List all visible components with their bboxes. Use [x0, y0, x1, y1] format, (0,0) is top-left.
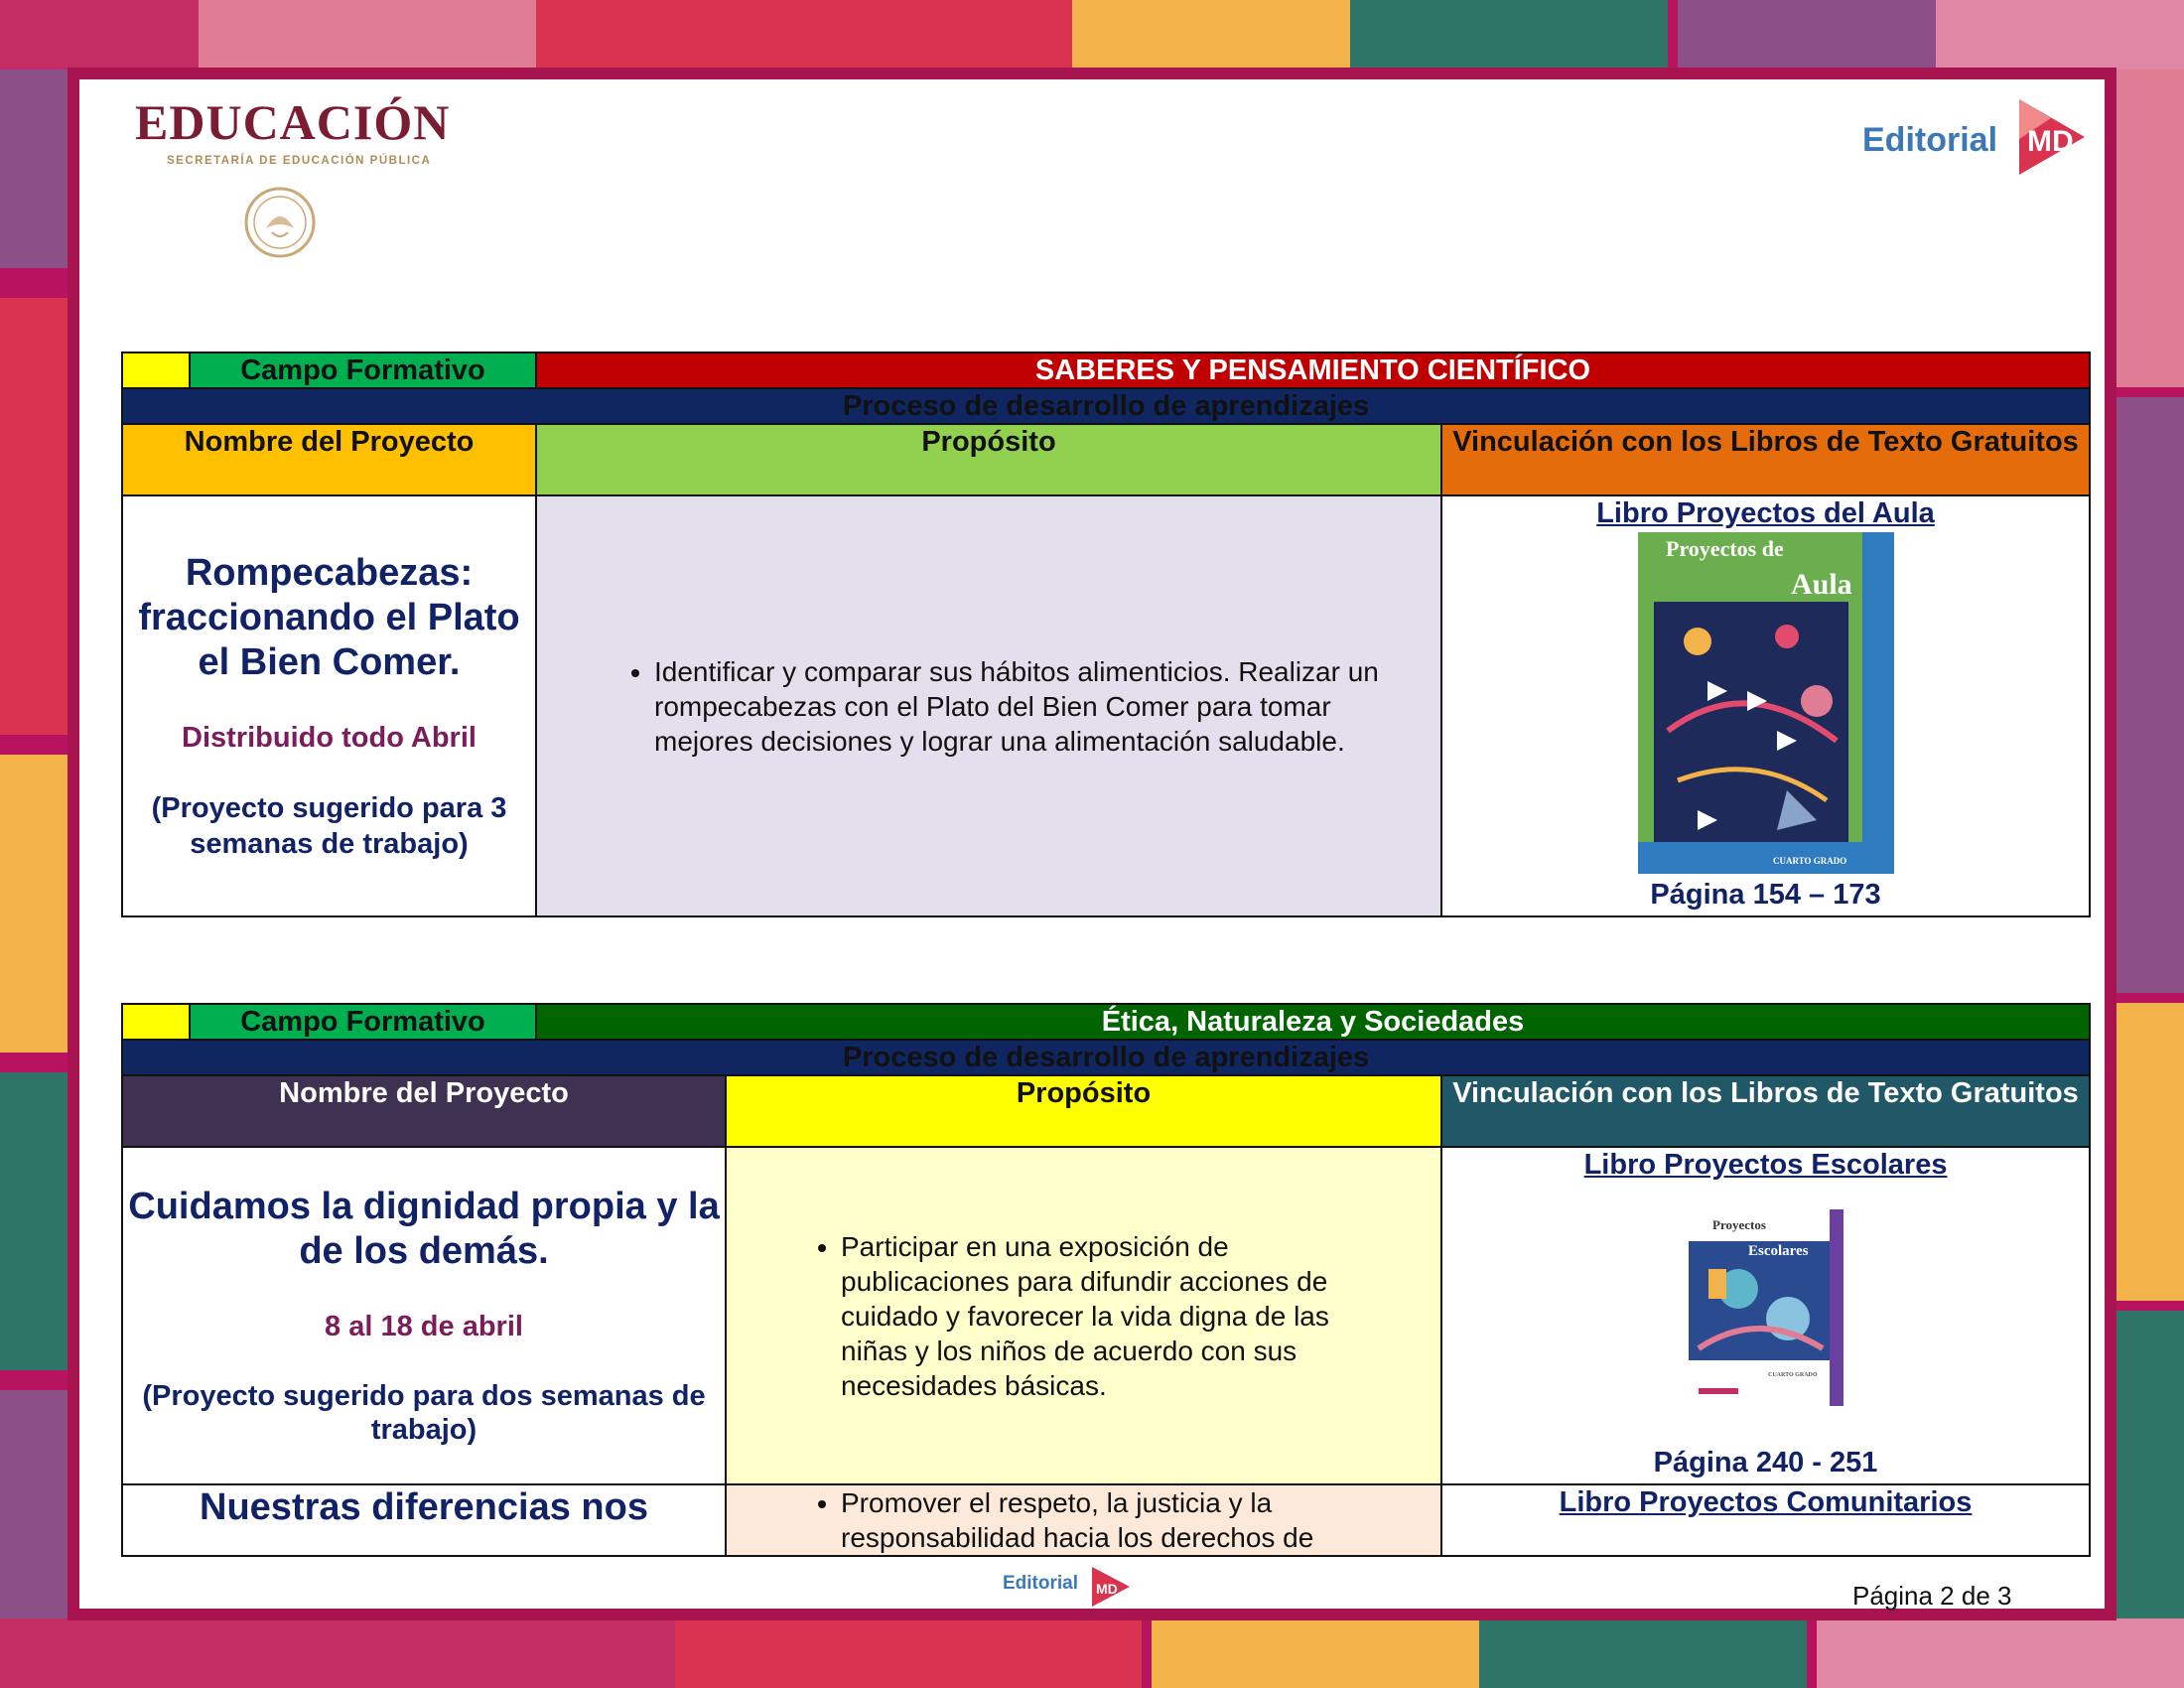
campo-label: Campo Formativo	[190, 352, 536, 388]
next-book-link[interactable]: Libro Proyectos Comunitarios	[1559, 1486, 1973, 1518]
bg-tile	[1936, 0, 2184, 70]
book-cover-aula-image	[1638, 532, 1894, 874]
book-cover-title-1: Proyectos	[1711, 1217, 1766, 1232]
col-proposito-header: Propósito	[726, 1075, 1441, 1147]
book-pages: Página 240 - 251	[1653, 1447, 1878, 1478]
national-seal-icon	[242, 185, 318, 260]
next-project-name: Nuestras diferencias nos	[200, 1486, 648, 1528]
svg-text:MD: MD	[2027, 125, 2074, 158]
bg-tile	[1072, 0, 1350, 70]
purpose-item: • Identificar y comparar sus hábitos alimenticios. Realizar un rompecabezas con el Plato del Bien Comer para tomar mejores decisiones y lograr una alimentación saludable.	[654, 654, 1421, 759]
sep-subtitle: SECRETARÍA DE EDUCACIÓN PÚBLICA	[167, 155, 432, 167]
col-vinculacion-header: Vinculación con los Libros de Texto Gratuitos	[1441, 424, 2090, 495]
bg-tile	[1817, 1618, 2184, 1688]
proceso-header: Proceso de desarrollo de aprendizajes	[122, 1040, 2090, 1075]
book-cell	[1441, 1147, 2090, 1484]
bg-tile	[1152, 1618, 1479, 1688]
svg-text:MD: MD	[1096, 1581, 1118, 1597]
purpose-item: • Participar en una exposición de publicaciones para difundir acciones de cuidado y favorecer la vida digna de las niñas y los niños de acuerdo con sus necesidades básicas.	[841, 1229, 1391, 1403]
project-name-cell	[122, 1147, 726, 1484]
project-suggested: (Proyecto sugerido para 3 semanas de trabajo)	[151, 791, 507, 860]
editorial-md-logo	[1862, 87, 2091, 177]
book-pages: Página 154 – 173	[1650, 879, 1881, 911]
project-suggested: (Proyecto sugerido para dos semanas de trabajo)	[142, 1380, 706, 1446]
bg-tile	[0, 298, 69, 735]
book-cover-escolares-image	[1689, 1209, 1843, 1406]
bg-tile	[1678, 0, 1936, 70]
proceso-header: Proceso de desarrollo de aprendizajes	[122, 388, 2090, 424]
md-logo-icon	[2001, 87, 2091, 177]
bg-tile	[675, 1618, 1142, 1688]
project-dates: 8 al 18 de abril	[325, 1311, 523, 1342]
campo-swatch	[122, 1004, 190, 1040]
campo-value: Ética, Naturaleza y Sociedades	[536, 1004, 2090, 1040]
next-project-name-cell	[122, 1484, 726, 1556]
next-purpose-list	[727, 1485, 1440, 1555]
project-table-etica	[121, 1003, 2091, 1557]
bg-tile	[0, 70, 69, 268]
footer-editorial-text: Editorial	[1003, 1573, 1079, 1594]
editorial-text: Editorial	[1862, 121, 1998, 159]
col-nombre-header: Nombre del Proyecto	[122, 1075, 726, 1147]
book-cover-grade: CUARTO GRADO	[1772, 856, 1846, 866]
purpose-cell	[536, 495, 1441, 916]
bg-tile	[2115, 70, 2184, 387]
col-nombre-header: Nombre del Proyecto	[122, 424, 536, 495]
purpose-list	[537, 654, 1440, 759]
purpose-cell	[726, 1147, 1441, 1484]
book-cover-title-2: Aula	[1790, 568, 1852, 601]
bg-tile	[0, 755, 69, 1053]
campo-value: SABERES Y PENSAMIENTO CIENTÍFICO	[536, 352, 2090, 388]
next-purpose-item: • Promover el respeto, la justicia y la responsabilidad hacia los derechos de	[841, 1485, 1391, 1555]
col-proposito-header: Propósito	[536, 424, 1441, 495]
project-name-cell	[122, 495, 536, 916]
page-number: Página 2 de 3	[1852, 1581, 2012, 1611]
project-name: Rompecabezas: fraccionando el Plato el Bien Comer.	[138, 551, 520, 683]
bg-tile	[0, 1072, 69, 1370]
bg-tile	[1479, 1618, 1807, 1688]
col-vinculacion-header: Vinculación con los Libros de Texto Gratuitos	[1441, 1075, 2090, 1147]
document-page	[79, 79, 2105, 1609]
bg-tile	[1350, 0, 1668, 70]
footer-editorial-logo	[1003, 1563, 1142, 1605]
book-cell	[1441, 495, 2090, 916]
bg-tile	[0, 0, 199, 70]
sep-title: EDUCACIÓN	[135, 94, 451, 150]
bg-tile	[536, 0, 1072, 70]
bg-tile	[2115, 397, 2184, 993]
bg-tile	[199, 0, 536, 70]
sep-logo	[135, 93, 453, 262]
md-logo-icon	[1086, 1563, 1132, 1607]
book-link[interactable]: Libro Proyectos Escolares	[1583, 1149, 1948, 1181]
book-cover-grade: CUARTO GRADO	[1767, 1372, 1818, 1378]
next-book-cell	[1441, 1484, 2090, 1556]
project-table-saberes	[121, 352, 2091, 917]
book-cover-title-2: Escolares	[1747, 1243, 1809, 1259]
purpose-list	[727, 1229, 1440, 1403]
campo-label: Campo Formativo	[190, 1004, 536, 1040]
bg-tile	[0, 1618, 675, 1688]
project-name: Cuidamos la dignidad propia y la de los demás.	[128, 1186, 720, 1272]
bg-tile	[2115, 1003, 2184, 1301]
book-cover-title-1: Proyectos de	[1665, 536, 1784, 561]
next-purpose-cell	[726, 1484, 1441, 1556]
book-link[interactable]: Libro Proyectos del Aula	[1596, 497, 1935, 529]
campo-swatch	[122, 352, 190, 388]
project-dates: Distribuido todo Abril	[182, 721, 477, 754]
